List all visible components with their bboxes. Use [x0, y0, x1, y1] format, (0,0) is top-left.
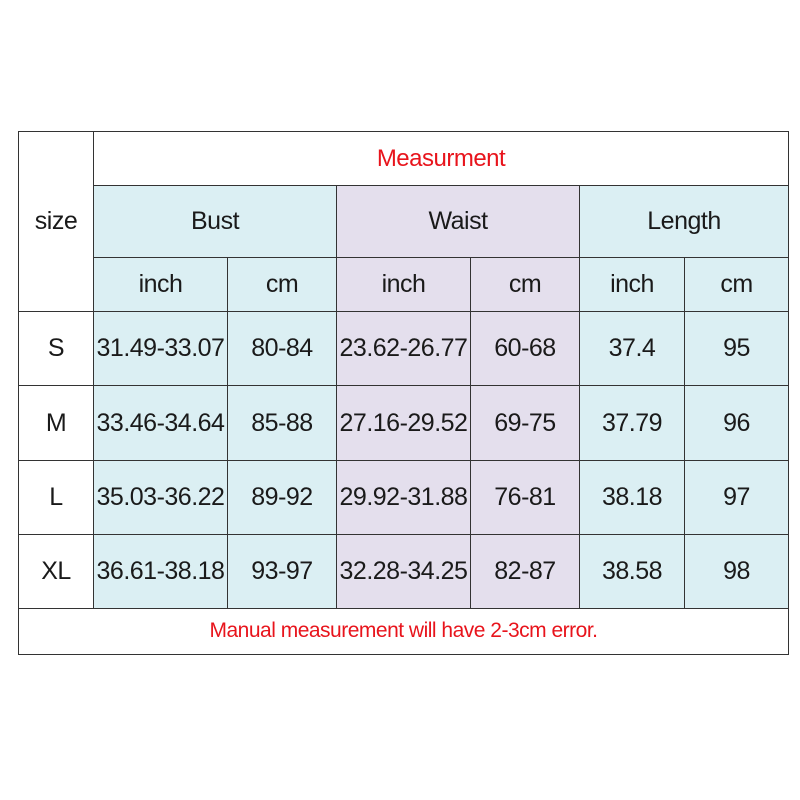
unit-header-waist-inch: inch	[337, 258, 471, 312]
length-cm-cell: 98	[685, 534, 789, 608]
bust-cm-cell: 80-84	[228, 312, 337, 386]
waist-inch-cell: 29.92-31.88	[337, 460, 471, 534]
bust-inch-cell: 31.49-33.07	[94, 312, 228, 386]
size-label: L	[19, 460, 94, 534]
measurement-note: Manual measurement will have 2-3cm error.	[19, 608, 789, 654]
group-header-bust: Bust	[94, 186, 337, 258]
waist-inch-cell: 23.62-26.77	[337, 312, 471, 386]
waist-cm-cell: 69-75	[471, 386, 580, 460]
size-header: size	[19, 132, 94, 312]
size-chart-table	[18, 131, 789, 655]
group-header-waist: Waist	[337, 186, 580, 258]
length-inch-cell: 37.4	[580, 312, 685, 386]
unit-header-length-cm: cm	[685, 258, 789, 312]
size-label: M	[19, 386, 94, 460]
bust-cm-cell: 93-97	[228, 534, 337, 608]
waist-cm-cell: 82-87	[471, 534, 580, 608]
unit-header-waist-cm: cm	[471, 258, 580, 312]
size-label: S	[19, 312, 94, 386]
table-title: Measurment	[94, 132, 789, 186]
size-label: XL	[19, 534, 94, 608]
bust-cm-cell: 89-92	[228, 460, 337, 534]
waist-cm-cell: 60-68	[471, 312, 580, 386]
length-inch-cell: 37.79	[580, 386, 685, 460]
table-row	[19, 312, 789, 386]
bust-inch-cell: 36.61-38.18	[94, 534, 228, 608]
table-row	[19, 386, 789, 460]
bust-inch-cell: 33.46-34.64	[94, 386, 228, 460]
length-cm-cell: 96	[685, 386, 789, 460]
unit-header-length-inch: inch	[580, 258, 685, 312]
bust-inch-cell: 35.03-36.22	[94, 460, 228, 534]
bust-cm-cell: 85-88	[228, 386, 337, 460]
length-cm-cell: 97	[685, 460, 789, 534]
length-inch-cell: 38.18	[580, 460, 685, 534]
table-row	[19, 534, 789, 608]
unit-header-bust-cm: cm	[228, 258, 337, 312]
group-header-length: Length	[580, 186, 789, 258]
waist-cm-cell: 76-81	[471, 460, 580, 534]
table-row	[19, 460, 789, 534]
waist-inch-cell: 27.16-29.52	[337, 386, 471, 460]
length-cm-cell: 95	[685, 312, 789, 386]
waist-inch-cell: 32.28-34.25	[337, 534, 471, 608]
length-inch-cell: 38.58	[580, 534, 685, 608]
unit-header-bust-inch: inch	[94, 258, 228, 312]
